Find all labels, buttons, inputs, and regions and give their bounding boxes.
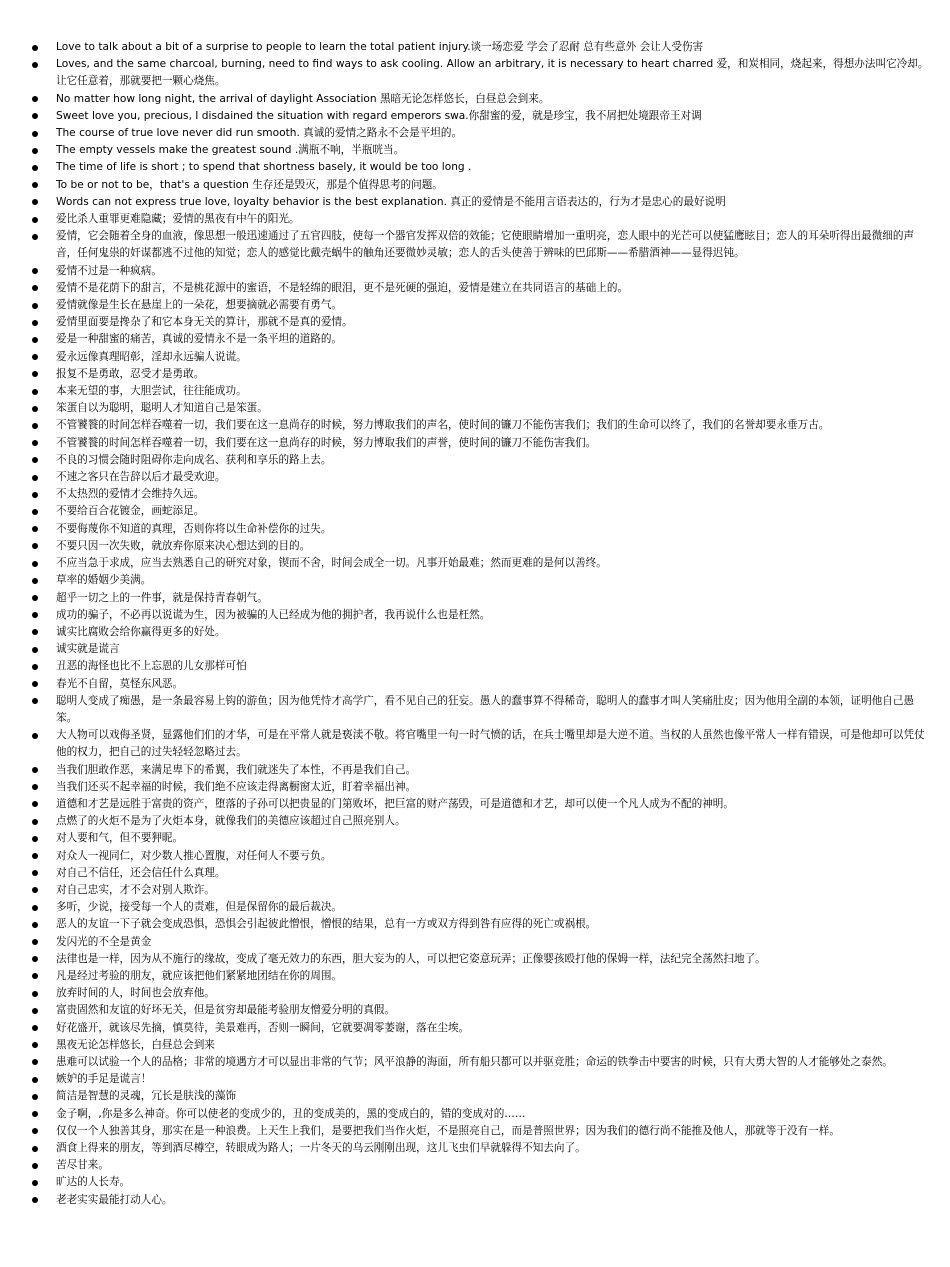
quote-text: 爱情不是花荫下的甜言，不是桃花源中的蜜语，不是轻绵的眼泪，更不是死硬的强迫，爱情是建立在共同语言的基础上的。 <box>56 281 629 294</box>
list-item <box>32 951 930 968</box>
list-item <box>32 383 930 400</box>
bullet-icon <box>32 320 38 326</box>
quote-text: 不太热烈的爱情才会维持久远。 <box>56 488 205 501</box>
bullet-icon <box>32 1111 38 1117</box>
bullet-icon <box>32 389 38 395</box>
quote-text: 金子啊，,你是多么神奇。你可以使老的变成少的，丑的变成美的，黑的变成白的，错的变成对的…… <box>56 1107 526 1120</box>
quote-text: The time of life is short ; to spend that shortness basely, it would be too long . <box>56 161 472 174</box>
bullet-icon <box>32 303 38 309</box>
quote-text: 凡是经过考验的朋友，就应该把他们紧紧地团结在你的周围。 <box>56 969 343 982</box>
quote-text: 简洁是智慧的灵魂，冗长是肤浅的藻饰 <box>56 1090 237 1103</box>
quote-text: 嫉妒的手足是谎言！ <box>56 1073 152 1086</box>
quote-text: 本来无望的事，大胆尝试，往往能成功。 <box>56 385 247 398</box>
list-item <box>32 521 930 538</box>
list-item <box>32 1054 930 1071</box>
bullet-icon <box>32 509 38 515</box>
list-item <box>32 1002 930 1019</box>
quote-text: 点燃了的火炬不是为了火炬本身，就像我们的美德应该超过自己照亮别人。 <box>56 815 406 828</box>
quote-text: 老老实实最能打动人心。 <box>56 1193 173 1206</box>
list-item <box>32 882 930 899</box>
bullet-icon <box>32 371 38 377</box>
list-item <box>32 968 930 985</box>
list-item <box>32 727 930 761</box>
quote-text: No matter how long night, the arrival of daylight Association 黑暗无论怎样悠长，白昼总会到来。 <box>56 92 550 105</box>
bullet-icon <box>32 870 38 876</box>
quote-text: 不管饕餮的时间怎样吞噬着一切，我们要在这一息尚存的时候，努力博取我们的声名，使时间的镰刀不能伤害我们；我们的生命可以终了，我们的名誉却要永垂万古。 <box>56 419 830 432</box>
list-item <box>32 813 930 830</box>
quote-text: 对自己不信任，还会信任什么真理。 <box>56 866 226 879</box>
list-item <box>32 899 930 916</box>
list-item <box>32 125 930 142</box>
list-item <box>32 56 930 90</box>
quote-text: 患难可以试验一个人的品格；非常的境遇方才可以显出非常的气节；风平浪静的海面，所有船只都可以并驱竞胜；命运的铁拳击中要害的时候，只有大勇大智的人才能够处之泰然。 <box>56 1055 893 1068</box>
quote-text: 草率的婚姻少美满。 <box>56 574 152 587</box>
quote-text: 苦尽甘来。 <box>56 1159 109 1172</box>
list-item <box>32 624 930 641</box>
bullet-icon <box>32 45 38 51</box>
list-item <box>32 142 930 159</box>
list-item <box>32 538 930 555</box>
list-item <box>32 676 930 693</box>
list-item <box>32 486 930 503</box>
quote-text: 不要只因一次失败，就放弃你原来决心想达到的目的。 <box>56 539 311 552</box>
quote-text: 聪明人变成了痴愚，是一条最容易上钩的游鱼；因为他凭恃才高学广，看不见自己的狂妄。愚人的蠢事算不得稀奇，聪明人的蠢事才叫人笑痛肚皮；因为他用全副的本领，证明他自己愚笨。 <box>56 694 915 724</box>
quote-text: 黑夜无论怎样悠长，白昼总会到来 <box>56 1038 215 1051</box>
bullet-icon <box>32 905 38 911</box>
bullet-icon <box>32 698 38 704</box>
list-item <box>32 1106 930 1123</box>
list-item <box>32 1192 930 1209</box>
list-item <box>32 796 930 813</box>
list-item <box>32 263 930 280</box>
quote-text: Sweet love you, precious, I disdained the situation with regard emperors swa.你甜蜜的爱，就是珍宝，我不屑把处境跟帝王对调 <box>56 109 702 122</box>
list-item <box>32 985 930 1002</box>
list-item <box>32 848 930 865</box>
quote-text: 超乎一切之上的一件事，就是保持青春朝气。 <box>56 591 268 604</box>
bullet-icon <box>32 1128 38 1134</box>
quote-text: 笨蛋自以为聪明，聪明人才知道自己是笨蛋。 <box>56 402 268 415</box>
list-item <box>32 762 930 779</box>
bullet-icon <box>32 819 38 825</box>
list-item <box>32 469 930 486</box>
list-item <box>32 400 930 417</box>
bullet-icon <box>32 1146 38 1152</box>
list-item <box>32 503 930 520</box>
quote-text: 恶人的友谊一下子就会变成恐惧，恐惧会引起彼此憎恨，憎恨的结果，总有一方或双方得到咎有应得的死亡或祸根。 <box>56 918 597 931</box>
bullet-icon <box>32 165 38 171</box>
bullet-icon <box>32 131 38 137</box>
list-item <box>32 641 930 658</box>
bullet-icon <box>32 767 38 773</box>
bullet-icon <box>32 440 38 446</box>
list-item <box>32 607 930 624</box>
quote-text: 爱比杀人重罪更难隐藏；爱情的黑夜有中午的阳光。 <box>56 213 300 226</box>
bullet-icon <box>32 784 38 790</box>
quote-text: To be or not to be，that's a question 生存还是毁灭，那是个值得思考的问题。 <box>56 178 443 191</box>
bullet-icon <box>32 733 38 739</box>
bullet-icon <box>32 1025 38 1031</box>
bullet-icon <box>32 268 38 274</box>
quote-text: 酒食上得来的朋友，等到酒尽樽空，转眼成为路人；一片冬天的乌云刚刚出现，这儿飞虫们早就躲得不知去向了。 <box>56 1142 586 1154</box>
list-item <box>32 1071 930 1088</box>
bullet-icon <box>32 182 38 188</box>
quote-text: 不速之客只在告辞以后才最受欢迎。 <box>56 471 226 484</box>
quote-text: 不要给百合花镀金，画蛇添足。 <box>56 505 205 518</box>
quote-text: 春光不自留，莫怪东风恶。 <box>56 677 184 690</box>
bullet-icon <box>32 337 38 343</box>
quote-text: 丑恶的海怪也比不上忘恩的儿女那样可怕 <box>56 660 247 673</box>
quote-text: 爱情，它会随着全身的血液，像思想一般迅速通过了五官四肢，使每一个器官发挥双倍的效能；它使眼睛增加一重明亮，恋人眼中的光芒可以使猛鹰眩目；恋人的耳朵听得出最微细的声音，任何鬼祟的奸谋都逃不过他的知觉；恋人的感觉比戴壳蜗牛的触角还要微妙灵敏；恋人的舌头使善于辨味的巴邱斯——希腊酒神——显得迟钝。 <box>56 230 915 260</box>
bullet-icon <box>32 612 38 618</box>
list-item <box>32 108 930 125</box>
bullet-icon <box>32 492 38 498</box>
quote-text: 富贵固然和友谊的好坏无关，但是贫穷却最能考验朋友憎爱分明的真假。 <box>56 1004 395 1017</box>
quote-text: 对自己忠实，才不会对别人欺诈。 <box>56 883 215 896</box>
quote-text: 不管饕餮的时间怎样吞噬着一切，我们要在这一息尚存的时候，努力博取我们的声誉，使时间的镰刀不能伤害我们。 <box>56 436 597 449</box>
bullet-icon <box>32 595 38 601</box>
list-item <box>32 658 930 675</box>
bullet-icon <box>32 1094 38 1100</box>
list-item <box>32 417 930 434</box>
list-item <box>32 1020 930 1037</box>
list-item <box>32 916 930 933</box>
list-item <box>32 39 930 56</box>
quote-text: 不良的习惯会随时阻碍你走向成名、获利和享乐的路上去。 <box>56 453 332 466</box>
quote-text: Loves, and the same charcoal, burning, need to find ways to ask cooling. Allow an arbitrary, it is necessary to heart charred 爱，和炭相同，烧起来，得想办法叫它冷却。让它任意着，那就要把一颗心烧焦。 <box>56 58 929 88</box>
quote-text: Words can not express true love, loyalty behavior is the best explanation. 真正的爱情是不能用言语表达的，行为才是忠心的最好说明 <box>56 195 726 208</box>
bullet-icon <box>32 285 38 291</box>
bullet-icon <box>32 1008 38 1014</box>
list-item <box>32 177 930 194</box>
quote-text: 好花盛开，就该尽先摘，慎莫待，美景难再，否则一瞬间，它就要凋零萎谢，落在尘埃。 <box>56 1021 470 1034</box>
list-item <box>32 366 930 383</box>
bullet-icon <box>32 199 38 205</box>
bullet-icon <box>32 973 38 979</box>
list-item <box>32 349 930 366</box>
list-item <box>32 435 930 452</box>
bullet-icon <box>32 526 38 532</box>
quote-text: 当我们还买不起幸福的时候，我们绝不应该走得离橱窗太近，盯着幸福出神。 <box>56 780 417 793</box>
list-item <box>32 1140 930 1157</box>
bullet-icon <box>32 475 38 481</box>
bullet-icon <box>32 148 38 154</box>
bullet-icon <box>32 406 38 412</box>
quote-text: 法律也是一样，因为从不施行的缘故，变成了毫无效力的东西，胆大妄为的人，可以把它姿意玩弄；正像婴孩殴打他的保姆一样，法纪完全荡然扫地了。 <box>56 952 766 965</box>
quote-text: 爱永远像真理昭彰，淫却永远骗人说谎。 <box>56 350 247 363</box>
quote-text: 发闪光的不全是黄金 <box>56 935 152 948</box>
list-item <box>32 1157 930 1174</box>
bullet-icon <box>32 922 38 928</box>
bullet-icon <box>32 853 38 859</box>
list-item <box>32 280 930 297</box>
list-item <box>32 91 930 108</box>
bullet-icon <box>32 543 38 549</box>
quote-text: 报复不是勇敢，忍受才是勇敢。 <box>56 367 205 380</box>
quote-text: 仅仅一个人独善其身，那实在是一种浪费。上天生上我们，是要把我们当作火炬，不是照亮自己，而是普照世界；因为我们的德行尚不能推及他人，那就等于没有一样。 <box>56 1124 840 1137</box>
quote-text: 对众人一视同仁，对少数人推心置腹，对任何人不要亏负。 <box>56 849 332 862</box>
bullet-icon <box>32 991 38 997</box>
quote-text: 诚实就是谎言 <box>56 643 120 656</box>
quote-text: The empty vessels make the greatest sound .满瓶不响，半瓶咣当。 <box>56 144 405 157</box>
list-item <box>32 1123 930 1140</box>
bullet-icon <box>32 681 38 687</box>
list-item <box>32 297 930 314</box>
list-item <box>32 452 930 469</box>
quote-text: 不要侮蔑你不知道的真理，否则你将以生命补偿你的过失。 <box>56 522 332 535</box>
list-item <box>32 865 930 882</box>
quote-text: Love to talk about a bit of a surprise to people to learn the total patient injury.谈一场恋爱 学会了忍耐 总有些意外 会让人受伤害 <box>56 41 704 53</box>
list-item <box>32 590 930 607</box>
quote-text: 不应当急于求成，应当去熟悉自己的研究对象，锲而不舍，时间会成全一切。凡事开始最难；然而更难的是何以善终。 <box>56 557 607 570</box>
bullet-icon <box>32 836 38 842</box>
bullet-icon <box>32 62 38 68</box>
bullet-icon <box>32 113 38 119</box>
list-item <box>32 693 930 727</box>
list-item <box>32 572 930 589</box>
bullet-icon <box>32 629 38 635</box>
list-item <box>32 934 930 951</box>
bullet-icon <box>32 561 38 567</box>
bullet-icon <box>32 1077 38 1083</box>
list-item <box>32 830 930 847</box>
quote-text: The course of true love never did run smooth. 真诚的爱情之路永不会是平坦的。 <box>56 127 463 140</box>
quote-text: 当我们胆敢作恶，来满足卑下的希翼，我们就迷失了本性，不再是我们自己。 <box>56 763 417 776</box>
quote-text: 道德和才艺是远胜于富贵的资产，堕落的子孙可以把贵显的门第败坏，把巨富的财产荡毁，可是道德和才艺，却可以使一个凡人成为不配的神明。 <box>56 797 734 810</box>
quote-text: 对人要和气，但不要狎昵。 <box>56 832 184 845</box>
list-item <box>32 331 930 348</box>
bullet-icon <box>32 96 38 102</box>
quote-text: 爱情就像是生长在悬崖上的一朵花，想要摘就必需要有勇气。 <box>56 299 343 312</box>
quote-text: 成功的骗子，不必再以说谎为生，因为被骗的人已经成为他的拥护者，我再说什么也是枉然。 <box>56 608 491 621</box>
bullet-icon <box>32 423 38 429</box>
quote-text: 爱是一种甜蜜的痛苦，真诚的爱情永不是一条平坦的道路的。 <box>56 333 343 346</box>
list-item <box>32 211 930 228</box>
bullet-icon <box>32 457 38 463</box>
quote-list <box>32 39 930 1209</box>
list-item <box>32 228 930 262</box>
list-item <box>32 159 930 176</box>
bullet-icon <box>32 234 38 240</box>
bullet-icon <box>32 354 38 360</box>
bullet-icon <box>32 664 38 670</box>
list-item <box>32 1174 930 1191</box>
bullet-icon <box>32 801 38 807</box>
list-item <box>32 314 930 331</box>
quote-text: 放弃时间的人，时间也会放弃他。 <box>56 987 215 1000</box>
quote-text: 爱情里面要是搀杂了和它本身无关的算计，那就不是真的爱情。 <box>56 316 353 329</box>
quote-text: 多听，少说，接受每一个人的责难，但是保留你的最后裁决。 <box>56 901 343 914</box>
bullet-icon <box>32 578 38 584</box>
list-item <box>32 779 930 796</box>
bullet-icon <box>32 1197 38 1203</box>
bullet-icon <box>32 1180 38 1186</box>
list-item <box>32 1088 930 1105</box>
bullet-icon <box>32 1163 38 1169</box>
quote-text: 大人物可以戏侮圣贤，显露他们们的才华，可是在平常人就是亵渎不敬。将官嘴里一句一时气愤的话，在兵士嘴里却是大逆不道。当权的人虽然也像平常人一样有错误，可是他却可以凭仗他的权力，把自己的过失轻轻忽略过去。 <box>56 729 925 759</box>
list-item <box>32 555 930 572</box>
quote-text: 诚实比腐败会给你赢得更多的好处。 <box>56 625 226 638</box>
bullet-icon <box>32 647 38 653</box>
bullet-icon <box>32 1059 38 1065</box>
bullet-icon <box>32 939 38 945</box>
quote-text: 爱情不过是一种疯病。 <box>56 264 162 277</box>
list-item <box>32 1037 930 1054</box>
list-item <box>32 194 930 211</box>
bullet-icon <box>32 1042 38 1048</box>
bullet-icon <box>32 217 38 223</box>
bullet-icon <box>32 956 38 962</box>
bullet-icon <box>32 887 38 893</box>
quote-text: 旷达的人长寿。 <box>56 1176 131 1189</box>
